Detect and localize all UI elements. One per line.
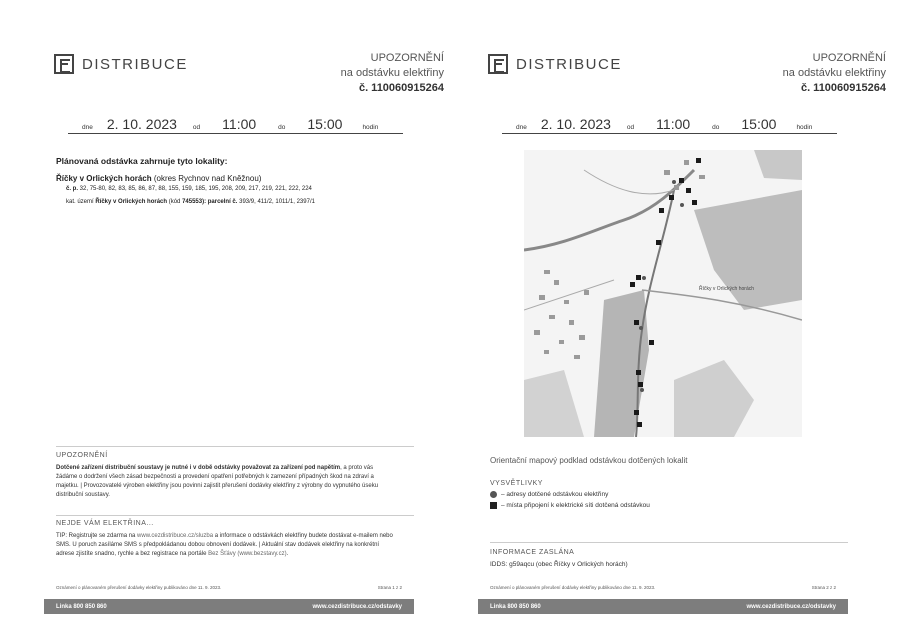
page-number: Strana 2 z 2 xyxy=(811,585,836,590)
notice-subtitle: na odstávku elektřiny xyxy=(782,67,886,79)
schedule-line xyxy=(502,116,837,134)
notice-heading xyxy=(341,51,444,96)
map-drawing xyxy=(524,150,802,437)
localities-title: Plánovaná odstávka zahrnuje tyto lokality: xyxy=(56,156,228,166)
outage-to: 15:00 xyxy=(307,116,343,132)
legend-square-row xyxy=(490,502,650,509)
parcel-list: 393/9, 411/2, 1011/1, 2397/1 xyxy=(237,199,315,205)
outages-link[interactable]: www.cezdistribuce.cz/odstavky xyxy=(746,603,836,610)
outage-date: 2. 10. 2023 xyxy=(540,116,611,132)
outage-to: 15:00 xyxy=(741,116,777,132)
outage-date: 2. 10. 2023 xyxy=(106,116,177,132)
legend-square-text: – místa připojení k elektrické síti dotčená odstávkou xyxy=(501,502,650,509)
outage-map[interactable] xyxy=(524,150,802,437)
place-name: Říčky v Orlických horách xyxy=(56,174,152,183)
notice-page-1 xyxy=(44,28,444,618)
tips-b: a informace o odstávkách elektřiny budete dostávat e-mailem nebo SMS. U poruch zasíláme SMS s předpokládanou dobou obnovení dodávek. | Aktuální stav dodávek elektřiny na konkrétní adrese zjistíte snadno, rychle a bez registrace na portále xyxy=(56,533,393,557)
square-icon xyxy=(490,502,497,509)
hours-label: hodin xyxy=(796,124,813,131)
brand-logo xyxy=(488,54,622,74)
brand-name: DISTRIBUCE xyxy=(82,55,188,73)
map-place-label: Říčky v Orlických horách xyxy=(699,286,755,292)
tips-c: . xyxy=(286,551,289,557)
tips-text xyxy=(56,532,396,559)
service-link[interactable]: www.cezdistribuce.cz/sluzba xyxy=(137,533,214,539)
warning-heading: UPOZORNĚNÍ xyxy=(56,452,108,459)
divider xyxy=(490,542,848,543)
info-heading: INFORMACE ZASLÁNA xyxy=(490,549,575,556)
outages-link[interactable]: www.cezdistribuce.cz/odstavky xyxy=(312,603,402,610)
cadastral-parcels xyxy=(66,199,315,205)
publication-note: Oznámení o plánovaném přerušení dodávky elektřiny publikováno dne 11. 9. 2023. xyxy=(56,585,222,590)
to-label: do xyxy=(712,124,720,131)
warning-text xyxy=(56,464,396,500)
publication-note: Oznámení o plánovaném přerušení dodávky elektřiny publikováno dne 11. 9. 2023. xyxy=(490,585,656,590)
tips-heading: NEJDE VÁM ELEKTŘINA... xyxy=(56,520,154,527)
bezstavy-link[interactable]: Bez Šťávy (www.bezstavy.cz) xyxy=(208,551,287,557)
house-numbers-list: 32, 75-80, 82, 83, 85, 86, 87, 88, 155, 159, 185, 195, 208, 209, 217, 219, 221, 222, 224 xyxy=(78,186,312,192)
legend-heading: VYSVĚTLIVKY xyxy=(490,480,543,487)
info-text: IDDS: g59aqcu (obec Říčky v Orlických horách) xyxy=(490,561,628,568)
to-label: do xyxy=(278,124,286,131)
outage-from: 11:00 xyxy=(222,116,257,132)
cez-logo-icon xyxy=(488,54,508,74)
house-numbers xyxy=(66,186,312,192)
date-label: dne xyxy=(516,124,527,131)
hotline: Linka 800 850 860 xyxy=(56,603,107,610)
brand-logo xyxy=(54,54,188,74)
cez-logo-icon xyxy=(54,54,74,74)
map-caption: Orientační mapový podklad odstávkou dotčených lokalit xyxy=(490,456,688,465)
place-district: (okres Rychnov nad Kněžnou) xyxy=(151,174,262,183)
locality-place xyxy=(56,174,261,183)
footnote xyxy=(56,585,402,590)
footer-bar xyxy=(478,599,848,614)
notice-number: č. 110060915264 xyxy=(358,82,444,94)
page-number: Strana 1 z 2 xyxy=(377,585,402,590)
hours-label: hodin xyxy=(362,124,379,131)
legend-dot-text: – adresy dotčené odstávkou elektřiny xyxy=(501,491,609,498)
kat-code-label: (kód xyxy=(167,199,183,205)
schedule-line xyxy=(68,116,403,134)
from-label: od xyxy=(626,124,635,131)
kat-code: 745553 xyxy=(182,199,203,205)
outage-from: 11:00 xyxy=(656,116,691,132)
notice-page-2 xyxy=(478,28,886,618)
warning-bold: Dotčené zařízení distribuční soustavy je nutné i v době odstávky považovat za zařízení pod napětím xyxy=(56,465,341,471)
legend-dot-row xyxy=(490,491,608,498)
notice-heading xyxy=(783,51,886,96)
brand-name: DISTRIBUCE xyxy=(516,55,622,73)
circle-icon xyxy=(490,491,497,498)
parcel-label: ): parcelní č. xyxy=(202,199,238,205)
notice-subtitle: na odstávku elektřiny xyxy=(340,67,444,79)
divider xyxy=(56,446,414,447)
date-label: dne xyxy=(82,124,93,131)
from-label: od xyxy=(192,124,201,131)
house-numbers-label: č. p. xyxy=(66,186,79,192)
kat-name: Říčky v Orlických horách xyxy=(95,199,168,205)
footnote xyxy=(490,585,836,590)
notice-title: UPOZORNĚNÍ xyxy=(812,52,886,64)
footer-bar xyxy=(44,599,414,614)
notice-number: č. 110060915264 xyxy=(800,82,886,94)
notice-title: UPOZORNĚNÍ xyxy=(370,52,444,64)
hotline: Linka 800 850 860 xyxy=(490,603,541,610)
divider xyxy=(56,515,414,516)
warning-rest: , a proto vás žádáme o dodržení všech zásad bezpečnosti a provedení opatření potřebných k zamezení případných škod na zdraví a majetku. | Provozovatelé výroben elektřiny jsou povinni zajistit přerušení dodávky elektřiny z výrobny do vypnutého úseku distribuční soustavy. xyxy=(56,465,379,498)
kat-prefix: kat. území xyxy=(66,199,96,205)
tips-a: TIP: Registrujte se zdarma na xyxy=(56,533,138,539)
